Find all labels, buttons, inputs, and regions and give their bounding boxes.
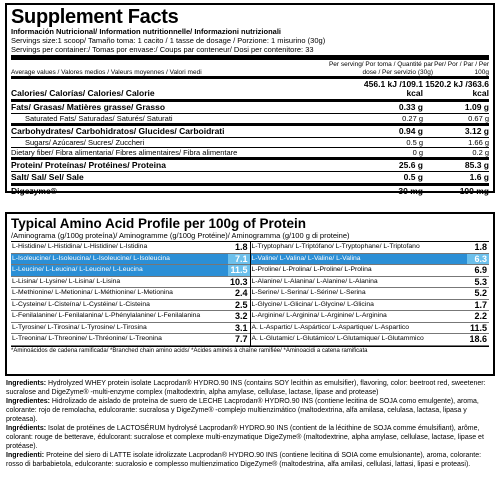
facts-row-label: Carbohydrates/ Carbohidratos/ Glucides/ Carboidrati bbox=[11, 126, 225, 136]
divider bbox=[11, 55, 489, 60]
amino-value: 6.9 bbox=[474, 265, 487, 275]
facts-row-per-100g: 1.6 g bbox=[469, 172, 489, 182]
nutrition-subtitle: Información Nutricional/ Information nutritionnelle/ Informazioni nutrizionali bbox=[11, 27, 281, 36]
facts-row-per-100g: 85.3 g bbox=[464, 160, 489, 170]
amino-profile-panel bbox=[5, 212, 495, 376]
bcaa-footnote: *Aminoácidos de cadena ramificada/ *Branched chain amino acids/ *Acides aminés à chaîne ramifiée/ *Aminoacidi a catena ramificata bbox=[11, 346, 489, 355]
amino-name: L-Serine/ L-Serina/ L-Sérine/ L-Serina bbox=[251, 289, 366, 296]
amino-name: L-Lisina/ L-Lysine/ L-Lisina/ L-Lisina bbox=[12, 277, 121, 285]
amino-name: L-Glycine/ L-Glicina/ L-Glycine/ L-Glicina bbox=[251, 300, 374, 308]
facts-row-per-serving: 0.94 g bbox=[398, 126, 423, 136]
amino-name: A. L-Glutamic/ L-Glutámico/ L-Glutamique/ L-Glutammico bbox=[251, 335, 424, 342]
servings-per-container: Servings per container:/ Tomas por envase:/ Coups par conteneur/ Dosi per contenitore: 33 bbox=[11, 45, 314, 54]
amino-value: 2.5 bbox=[234, 299, 248, 310]
amino-row bbox=[251, 334, 490, 346]
amino-name: L-Arginine/ L-Arginina/ L-Arginine/ L-Arginina bbox=[251, 312, 387, 319]
amino-row bbox=[251, 277, 490, 289]
facts-row-per-serving: 456.1 kJ /109.1 kcal bbox=[363, 79, 426, 98]
amino-row bbox=[11, 323, 250, 335]
amino-value: 7.7 bbox=[234, 334, 248, 344]
amino-row bbox=[11, 277, 250, 289]
amino-value: 11.5 bbox=[228, 265, 250, 276]
amino-name: A. L-Aspartic/ L-Aspártico/ L-Aspartique/ L-Aspartico bbox=[251, 323, 410, 331]
amino-name: L-Cysteine/ L-Cisteína/ L-Cystéine/ L-Cisteina bbox=[12, 300, 150, 308]
amino-value: 1.7 bbox=[474, 299, 487, 310]
facts-row bbox=[11, 114, 489, 123]
facts-row-per-serving: 30 mg bbox=[398, 186, 423, 196]
facts-row-per-100g: 0.67 g bbox=[468, 114, 489, 123]
amino-value: 2.4 bbox=[234, 288, 248, 298]
ingredients-paragraph bbox=[6, 451, 494, 469]
facts-row-label: Digezyme® bbox=[11, 186, 57, 196]
header-per-100g: Per/ Por / Par / Per 100g bbox=[434, 61, 489, 76]
amino-row bbox=[251, 242, 490, 254]
facts-row-label: Salt/ Sal/ Sel/ Sale bbox=[11, 172, 84, 182]
facts-row bbox=[11, 138, 489, 147]
amino-column-left bbox=[11, 242, 251, 346]
amino-name: L-Tyrosine/ L-Tirosina/ L-Tyrosine/ L-Tirosina bbox=[12, 323, 147, 331]
ingredients-label: Ingredientes: bbox=[6, 398, 50, 405]
amino-value: 1.8 bbox=[474, 242, 487, 252]
facts-row-per-serving: 0.33 g bbox=[398, 102, 423, 112]
ingredients-paragraph bbox=[6, 397, 494, 424]
amino-value: 10.3 bbox=[229, 276, 248, 287]
facts-row-per-100g: 3.12 g bbox=[464, 126, 489, 136]
amino-row bbox=[251, 300, 490, 312]
amino-name: L-Fenilalanine/ L-Fenilalanina/ L-Phénylalanine/ L-Fenilalanina bbox=[12, 312, 201, 319]
facts-row-per-100g: 1.66 g bbox=[468, 138, 489, 147]
header-label: Average values / Valores medios / Valeurs moyennes / Valori medi bbox=[11, 68, 202, 76]
facts-row-per-100g: 100 mg bbox=[459, 186, 489, 196]
facts-row-label: Dietary fiber/ Fibra alimentaria/ Fibres alimentaires/ Fibra alimentare bbox=[11, 148, 238, 157]
facts-row-per-100g: 0.2 g bbox=[472, 148, 489, 157]
facts-row-per-100g: 1520.2 kJ /363.6 kcal bbox=[425, 79, 489, 98]
ingredients-text: Hidrolizado de aislado de proteína de suero de LECHE Lacprodan® HYDRO.90 INS (contiene lecitina de SOJA como emulgente), aroma, colorante: rojo de remolacha, edulcorante: sucralosa y DigeZyme® -complejo multienzimático (maltodextrina, alfa amilasa, celulasa, lactasa, lipasa y proteasa). bbox=[6, 398, 479, 423]
ingredients-label: Ingredienti: bbox=[6, 452, 45, 459]
facts-header bbox=[11, 61, 489, 76]
amino-row bbox=[11, 265, 250, 277]
facts-row-label: Fats/ Grasas/ Matières grasse/ Grasso bbox=[11, 102, 166, 112]
ingredients-text: Isolat de protéines de LACTOSÉRUM hydrolysé Lacprodan® HYDRO.90 INS (contient de la lécithine de SOJA comme émulsifiant), arôme, colorant: rouge de betterave, édulcorant: sucralose et complexe multi-enzymatique DigeZyme® (maltodextrine, alpha amylase, cellulase, lactase, lipase et protéase). bbox=[6, 425, 484, 450]
amino-row bbox=[251, 311, 490, 323]
amino-row bbox=[11, 334, 250, 346]
amino-row bbox=[11, 300, 250, 312]
ingredients-text: Hydrolyzed WHEY protein isolate Lacprodan® HYDRO.90 INS (contains SOY lecithin as emulsifier), flavoring, color: beetroot red, sweetener: sucralose and DigeZyme® -multi-enzyme complex (maltodextrin, alpha amylase, cellulase, lactase, lipase and protease) bbox=[6, 380, 486, 396]
amino-row bbox=[11, 288, 250, 300]
amino-value: 2.2 bbox=[474, 311, 487, 321]
ingredients-paragraph bbox=[6, 379, 494, 397]
facts-row-per-100g: 1.09 g bbox=[464, 102, 489, 112]
ingredients-label: Ingredients: bbox=[6, 380, 47, 387]
amino-row bbox=[251, 265, 490, 277]
amino-name: L-Methionine/ L-Metionina/ L-Méthionine/ L-Metionina bbox=[12, 289, 173, 296]
facts-row-per-serving: 25.6 g bbox=[398, 160, 423, 170]
amino-value: 5.2 bbox=[474, 288, 487, 298]
amino-name: L-Alanine/ L-Alanina/ L-Alanine/ L-Alanina bbox=[251, 277, 378, 285]
amino-name: L-Histidine/ L-Histidina/ L-Histidine/ L-Istidina bbox=[12, 243, 148, 250]
amino-row bbox=[251, 323, 490, 335]
facts-row-label: Saturated Fats/ Saturadas/ Saturés/ Saturati bbox=[25, 114, 173, 123]
facts-row-label: Protein/ Proteínas/ Protéines/ Proteina bbox=[11, 160, 166, 170]
amino-value: 18.6 bbox=[469, 334, 487, 344]
facts-row bbox=[11, 102, 489, 113]
amino-value: 1.8 bbox=[234, 242, 248, 252]
amino-row bbox=[11, 242, 250, 254]
amino-value: 3.1 bbox=[234, 322, 248, 333]
header-per-serving: Per serving/ Por toma / Quantité par dose / Per servizio (30g) bbox=[328, 61, 433, 76]
facts-row-label: Sugars/ Azúcares/ Sucres/ Zuccheri bbox=[25, 138, 145, 147]
facts-row bbox=[11, 160, 489, 171]
amino-name: L-Proline/ L-Prolina/ L-Proline/ L-Prolina bbox=[251, 266, 372, 273]
supplement-facts-panel bbox=[5, 3, 495, 196]
amino-column-right bbox=[251, 242, 490, 346]
amino-profile-subtitle: /Aminograma (g/100g proteína)/ Aminogramme (g/100g Protéine)/ Aminogramma (g/100 g di proteine) bbox=[11, 231, 350, 240]
amino-value: 6.3 bbox=[467, 254, 489, 265]
facts-row bbox=[11, 126, 489, 137]
facts-row bbox=[11, 79, 489, 99]
amino-row bbox=[11, 311, 250, 323]
facts-row-per-serving: 0.5 g bbox=[403, 172, 423, 182]
facts-rows bbox=[11, 79, 489, 197]
amino-grid bbox=[11, 241, 489, 346]
facts-row-per-serving: 0.27 g bbox=[402, 114, 423, 123]
facts-row bbox=[11, 172, 489, 183]
ingredients-text: Proteine del siero di LATTE isolate idrolizzate Lacprodan® HYDRO.90 INS (contiene lecitina di SOIA come emulsionante), aroma, colorante: rosso di barbabietola, edulcorante: sucralosio e complesso multienzimatico DigeZyme® (maltodestrina, alfa amilasi, cellulasi, lattasi, lipasi e proteasi). bbox=[6, 452, 482, 468]
amino-value: 7.1 bbox=[228, 254, 250, 265]
amino-name: L-Treonina/ L-Threonine/ L-Thréonine/ L-Treonina bbox=[12, 335, 162, 342]
amino-row bbox=[251, 288, 490, 300]
facts-row bbox=[11, 186, 489, 197]
facts-row-per-serving: 0.5 g bbox=[406, 138, 423, 147]
supplement-facts-title: Supplement Facts bbox=[11, 6, 179, 28]
ingredients-label: Ingrédients: bbox=[6, 425, 47, 432]
ingredients-block bbox=[6, 379, 494, 469]
facts-row-per-serving: 0 g bbox=[412, 148, 423, 157]
amino-row bbox=[251, 254, 490, 266]
amino-name: L-Leucine/ L-Leucina/ L-Leucine/ L-Leucina bbox=[12, 266, 143, 273]
amino-value: 5.3 bbox=[474, 276, 487, 287]
amino-value: 3.2 bbox=[234, 311, 248, 321]
amino-profile-title: Typical Amino Acid Profile per 100g of Protein bbox=[11, 216, 307, 231]
facts-row bbox=[11, 148, 489, 157]
amino-name: L-Valine/ L-Valina/ L-Valine/ L-Valina bbox=[251, 254, 361, 262]
facts-row-label: Calories/ Calorías/ Calories/ Calorie bbox=[11, 89, 155, 98]
ingredients-paragraph bbox=[6, 424, 494, 451]
amino-row bbox=[11, 254, 250, 266]
serving-size: Servings size:1 scoop/ Tamaño toma: 1 cacito / 1 tasse de dosage / Porzione: 1 misurino (30g) bbox=[11, 36, 326, 45]
amino-value: 11.5 bbox=[469, 322, 487, 333]
amino-name: L-Isoleucine/ L-Isoleucina/ L-Isoleucine/ L-Isoleucina bbox=[12, 254, 170, 262]
amino-name: L-Tryptophan/ L-Triptófano/ L-Tryptophane/ L-Triptofano bbox=[251, 243, 420, 250]
